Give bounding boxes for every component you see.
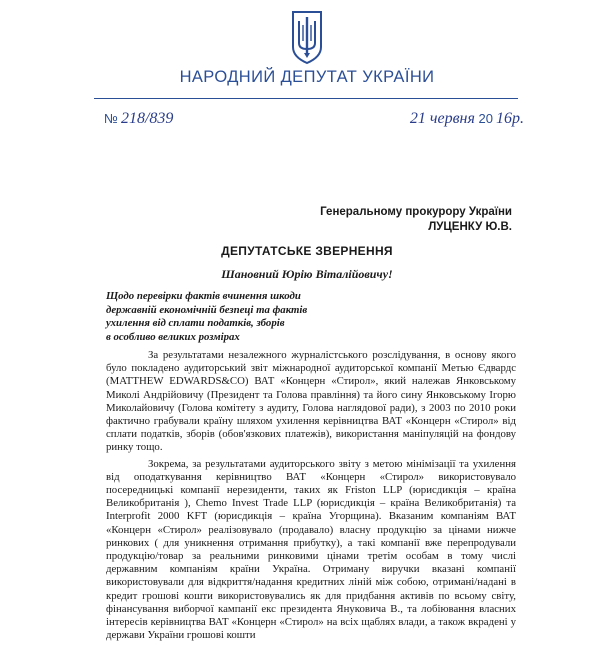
addressee-position: Генеральному прокурору України: [320, 206, 512, 218]
year-prefix: 20: [478, 111, 493, 126]
salutation: Шановний Юрію Віталійовичу!: [221, 267, 393, 281]
outgoing-number: [104, 110, 173, 128]
subject-line: державній економічній безпеці та фактів: [106, 303, 308, 316]
subject-block: [106, 290, 307, 344]
date-handwritten: 21 червня: [409, 110, 475, 127]
number-prefix: №: [104, 111, 118, 126]
body-paragraph: Зокрема, за результатами аудиторського звіту з метою мінімізації та ухилення від оподаткування керівництво ВАТ «Концерн «Стирол» використовувало посередницькі компанії нерезиденти, таких як Friston LLP (юрисдикція – країна Великобританія ), Chemo Invest Trade LLP (юрисдикція – країна Великобританія) та Interprofit 2000 KFT (юрисдикція – країна Угорщина). Вказаним компаніям ВАТ «Концерн «Стирол» реалізовувало (продавало) власну продукцію за цінами нижче ринкових ( для уникнення отримання прибутку), а такі компанії вже перепродували продукцію/товар за реальними ринковими цінами третім особам в тому числі державним компаніям країни Україна. Отриману виручки вказані компанії використовували для відкриття/надання кредитних ліній між собою, отримані/надані в кредит грошові кошти використовувались як для придбання активів по всьому світу, фінансування виборчої кампанії екс президента Януковича В., та лобіювання власних інтересів керівництва ВАТ «Концерн «Стирол» на всіх щаблях влади, а також вкрадені у держави України грошові кошти: [106, 457, 516, 642]
subject-line: Щодо перевірки фактів вчинення шкоди: [106, 290, 301, 302]
header-divider: [94, 98, 518, 99]
header-title: НАРОДНИЙ ДЕПУТАТ УКРАЇНИ: [179, 68, 435, 86]
number-handwritten: 218/839: [120, 110, 174, 127]
subject-line: в особливо великих розмірах: [106, 330, 240, 343]
subject-line: ухилення від сплати податків, зборів: [106, 317, 285, 329]
addressee-block: [320, 205, 512, 235]
document-title: ДЕПУТАТСЬКЕ ЗВЕРНЕННЯ: [221, 244, 393, 258]
year-handwritten: 16р.: [496, 110, 524, 127]
addressee-name: ЛУЦЕНКУ Ю.В.: [428, 221, 512, 233]
letter-body: [106, 349, 516, 645]
body-paragraph: За результатами незалежного журналістського розслідування, в основу якого було покладено аудиторський звіт міжнародної аудиторської компанії Метью Єдвардс (MATTHEW EDWARDS&CO) ВАТ «Концерн «Стирол», який належав Янковському Миколі Андрійовичу (Президент та Голова правління) та його сину Янковському Ігорю Миколайовичу (Голова комітету з аудиту, Голова наглядової ради), з 2003 по 2010 роки фактично грабували країну шляхом ухилення керівництва ВАТ «Концерн «Стирол» від сплати податків, зборів (обов'язкових платежів), використання маніпуляцій на фондову ринку тощо.: [106, 349, 516, 454]
trident-icon: [289, 9, 325, 65]
outgoing-date: [407, 110, 524, 128]
